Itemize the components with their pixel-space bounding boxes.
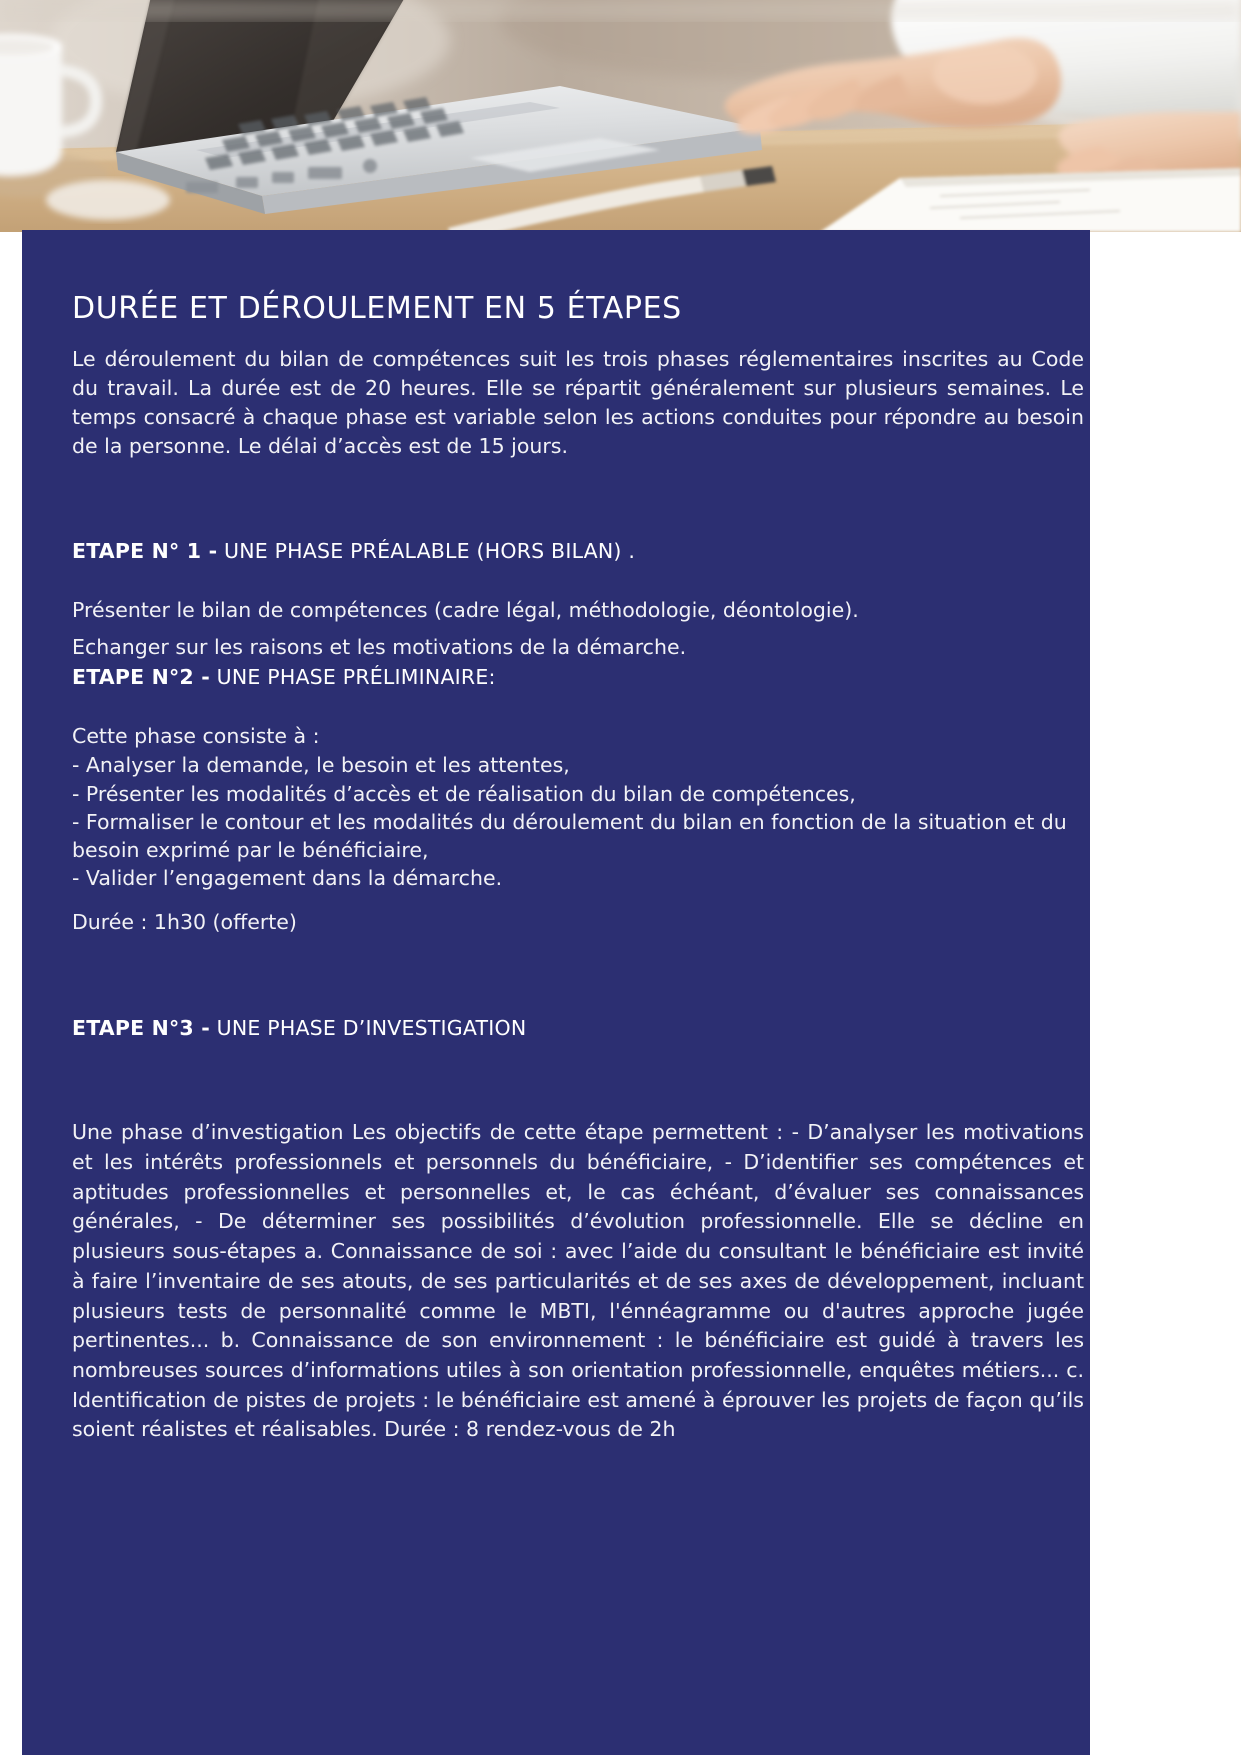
spacer <box>72 938 1084 1014</box>
step-3-body: Une phase d’investigation Les objectifs de cette étape permettent : - D’analyser les motivations et les intérêts professionnels et personnels du bénéficiaire, - D’identifier ses compétences et aptitudes professionnelles et personnelles et, le cas échéant, d’évaluer ses connaissances générales, - De déterminer ses possibilités d’évolution professionnelle. Elle se décline en plusieurs sous-étapes a. Connaissance de soi : avec l’aide du consultant le bénéficiaire est invité à faire l’inventaire de ses atouts, de ses particularités et de ses axes de développement, incluant plusieurs tests de personnalité comme le MBTI, l'énnéagramme ou d'autres approche jugée pertinentes... b. Connaissance de son environnement : le bénéficiaire est guidé à travers les nombreuses sources d’informations utiles à son orientation professionnelle, enquêtes métiers... c. Identification de pistes de projets : le bénéficiaire est amené à éprouver les projets de façon qu’ils soient réalistes et réalisables. Durée : 8 rendez-vous de 2h <box>72 1120 1084 1442</box>
content-panel-inner <box>72 292 1084 1445</box>
step-1-line-2: Echanger sur les raisons et les motivations de la démarche. <box>72 635 687 660</box>
step-2-intro-line: Cette phase consiste à : <box>72 723 320 748</box>
list-item: - Valider l’engagement dans la démarche. <box>72 865 503 890</box>
step-2-bullet-list <box>72 751 1084 891</box>
header-photo-banner <box>0 0 1241 232</box>
hands-typing-laptop-photo <box>0 0 1241 232</box>
list-item: - Présenter les modalités d’accès et de réalisation du bilan de compétences, <box>72 781 856 806</box>
step-1-heading <box>72 537 1084 566</box>
intro-paragraph: Le déroulement du bilan de compétences suit les trois phases réglementaires inscrites au Code du travail. La durée est de 20 heures. Elle se répartit généralement sur plusieurs semaines. Le temps consacré à chaque phase est variable selon les actions conduites pour répondre au besoin de la personne. Le délai d’accès est de 15 jours. <box>72 346 1084 458</box>
list-item: - Formaliser le contour et les modalités du déroulement du bilan en fonction de la situation et du besoin exprimé par le bénéficiaire, <box>72 809 1067 862</box>
step-3-label: ETAPE N°3 - <box>72 1015 210 1040</box>
spacer <box>72 692 1084 722</box>
step-2-title: UNE PHASE PRÉLIMINAIRE: <box>209 665 496 690</box>
step-1-label: ETAPE N° 1 - <box>72 538 218 563</box>
step-3-heading <box>72 1014 1084 1043</box>
step-3-title: UNE PHASE D’INVESTIGATION <box>209 1015 527 1040</box>
step-1-title: UNE PHASE PRÉALABLE (HORS BILAN) . <box>217 538 636 563</box>
spacer <box>72 461 1084 537</box>
step-1-line-1: Présenter le bilan de compétences (cadre légal, méthodologie, déontologie). <box>72 597 859 622</box>
step-2-heading <box>72 663 1084 692</box>
spacer <box>72 566 1084 596</box>
spacer <box>72 892 1084 908</box>
page-title: DURÉE ET DÉROULEMENT EN 5 ÉTAPES <box>72 291 682 326</box>
step-2-duration: Durée : 1h30 (offerte) <box>72 909 297 934</box>
list-item: - Analyser la demande, le besoin et les attentes, <box>72 753 570 778</box>
spacer <box>72 625 1084 633</box>
step-2-label: ETAPE N°2 - <box>72 665 210 690</box>
content-panel <box>22 230 1090 1755</box>
spacer <box>72 1042 1084 1118</box>
